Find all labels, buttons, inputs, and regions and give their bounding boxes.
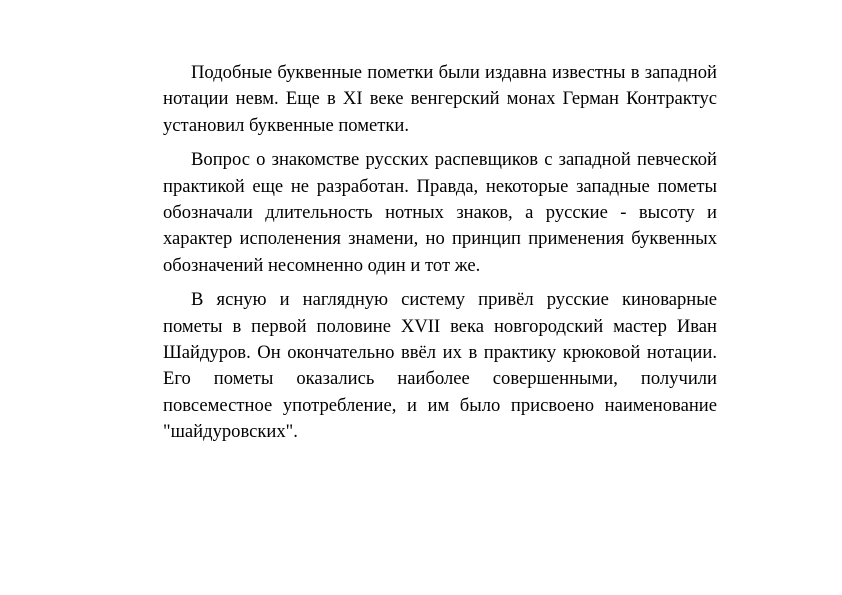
document-body bbox=[163, 60, 717, 454]
paragraph-3: В ясную и наглядную систему привёл русские киноварные пометы в первой половине XVII века новгородский мастер Иван Шайдуров. Он окончательно ввёл их в практику крюковой нотации. Его пометы оказались наиболее совершенными, получили повсеместное употребление, и им было присвоено наименование "шайдуровских". bbox=[163, 289, 717, 443]
paragraph-1: Подобные буквенные пометки были издавна известны в западной нотации невм. Еще в XI веке венгерский монах Герман Контрактус установил буквенные пометки. bbox=[163, 62, 717, 136]
paragraph-2: Вопрос о знакомстве русских распевщиков с западной певческой практикой еще не разработан. Правда, некоторые западные пометы обозначали длительность нотных знаков, а русские - высоту и характер исполенения знамени, но принцип применения буквенных обозначений несомненно один и тот же. bbox=[163, 149, 717, 276]
